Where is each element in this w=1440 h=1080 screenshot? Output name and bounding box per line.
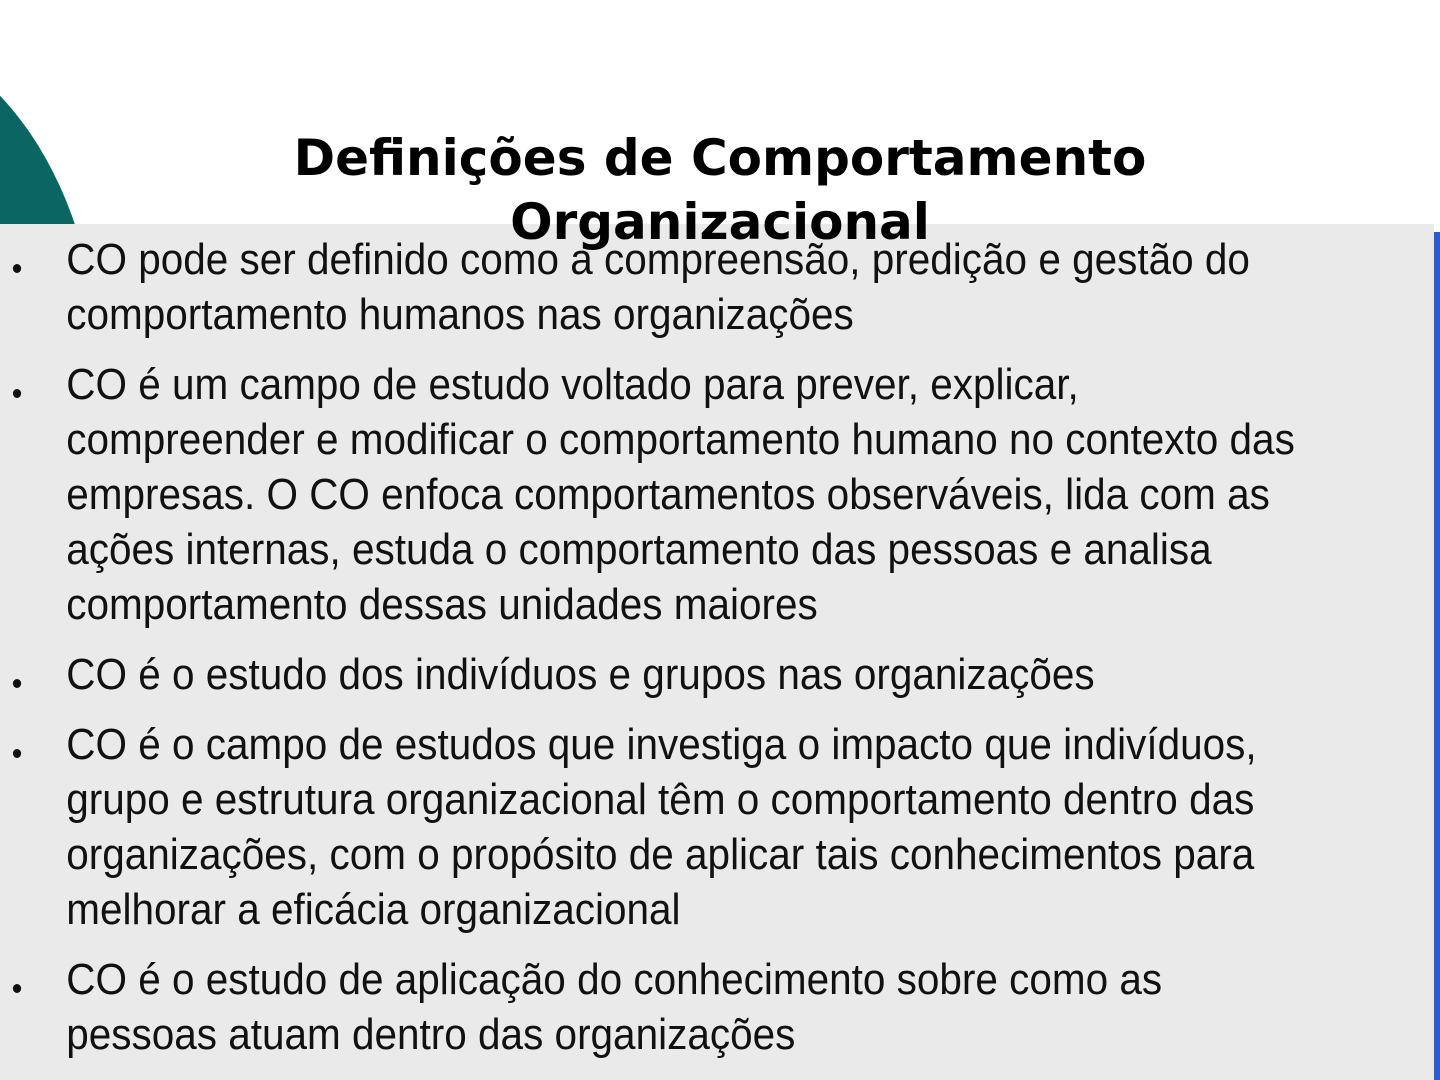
bullet-text: CO é o estudo de aplicação do conhecimento sobre como as pessoas atuam dentro das organizações <box>66 955 1163 1059</box>
list-item <box>0 717 1306 937</box>
bullet-list <box>0 232 1306 1077</box>
title-line-2: Organizacional <box>510 192 930 251</box>
bullet-dot-icon <box>13 749 21 758</box>
bullet-dot-icon <box>13 264 21 273</box>
list-item <box>0 357 1306 632</box>
bullet-text: CO é um campo de estudo voltado para prever, explicar, compreender e modificar o comportamento humano no contexto das empresas. O CO enfoca comportamentos observáveis, lida com as ações internas, estuda o comportamento das pessoas e analisa comportamento dessas unidades maiores <box>66 360 1295 629</box>
title-line-1: Definições de Comportamento <box>293 128 1147 187</box>
list-item <box>0 647 1306 702</box>
bullet-text: CO pode ser definido como a compreensão, predição e gestão do comportamento humanos nas organizações <box>66 235 1250 339</box>
bullet-dot-icon <box>13 389 21 398</box>
content-right-border <box>1434 232 1440 1080</box>
bullet-text: CO é o estudo dos indivíduos e grupos nas organizações <box>66 650 1095 699</box>
bullet-text: CO é o campo de estudos que investiga o impacto que indivíduos, grupo e estrutura organizacional têm o comportamento dentro das organizações, com o propósito de aplicar tais conhecimentos para melhorar a eficácia organizacional <box>66 720 1257 934</box>
bullet-dot-icon <box>13 679 21 688</box>
bullet-dot-icon <box>13 984 21 993</box>
list-item <box>0 232 1306 342</box>
list-item <box>0 952 1306 1062</box>
